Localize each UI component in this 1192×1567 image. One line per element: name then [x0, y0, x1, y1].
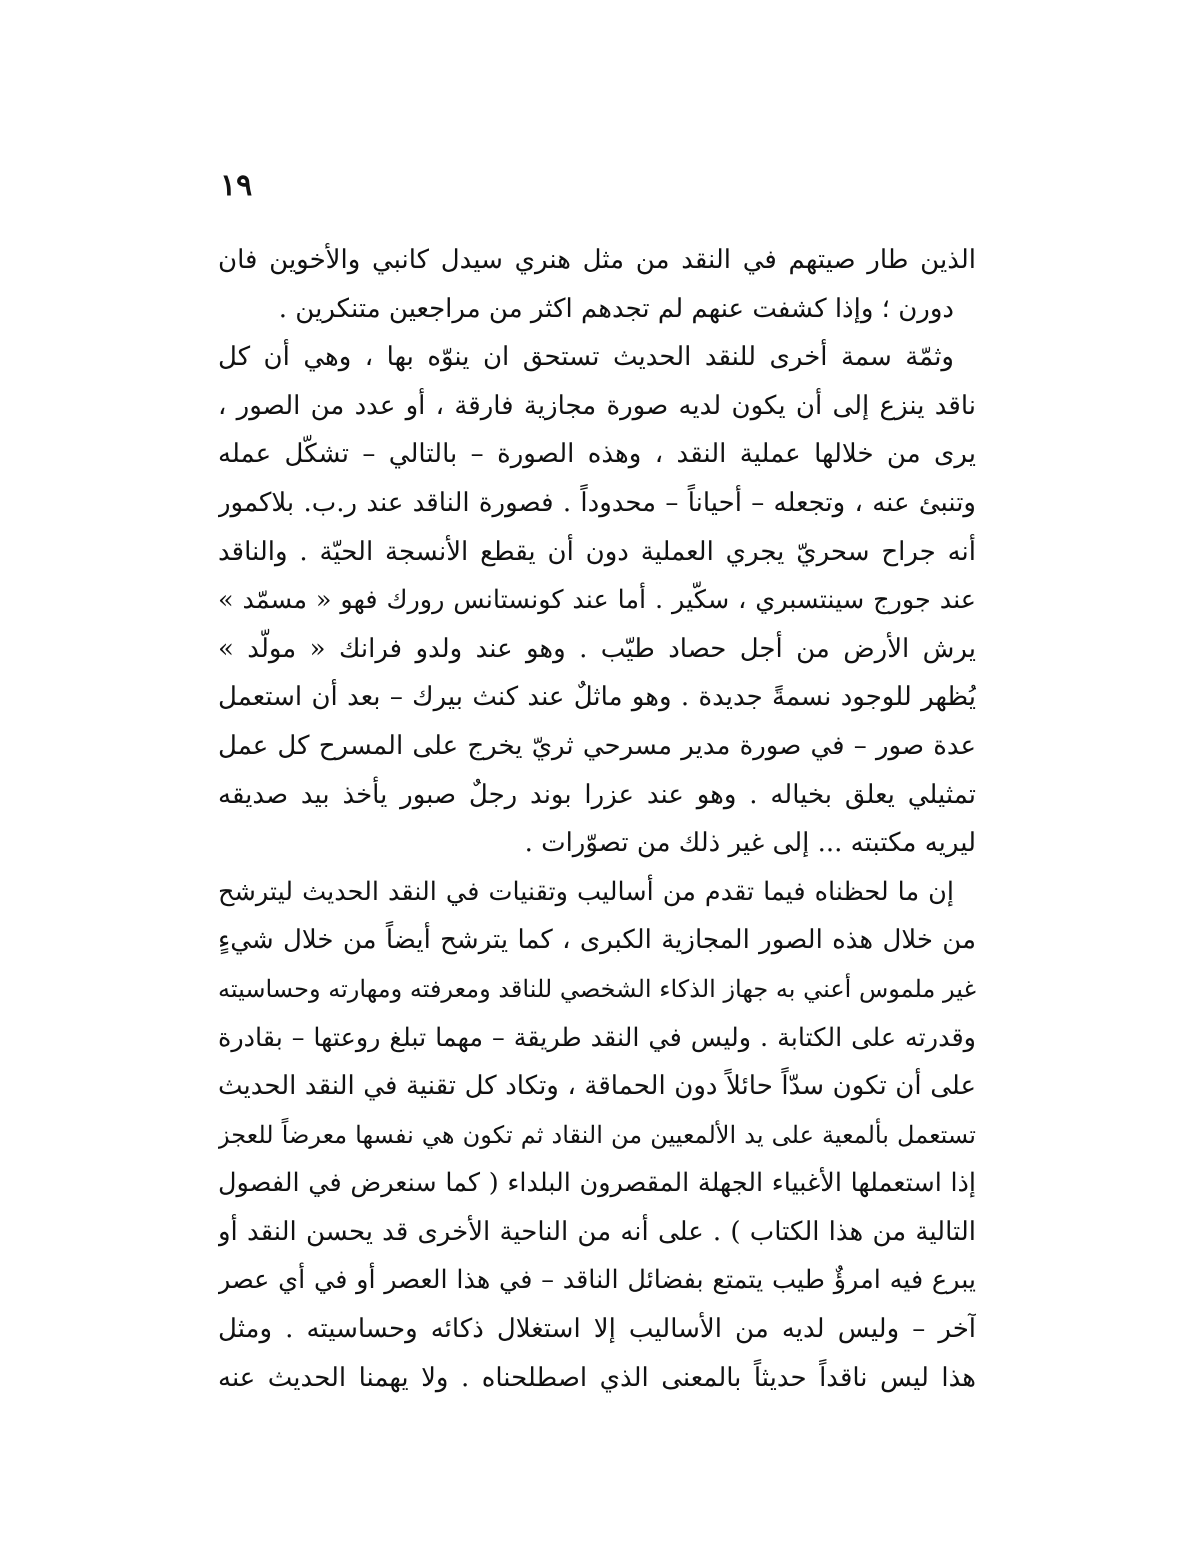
text-line: غير ملموس أعني به جهاز الذكاء الشخصي للناقد ومعرفته ومهارته وحساسيته: [218, 974, 976, 1003]
text-line: وقدرته على الكتابة . وليس في النقد طريقة – مهما تبلغ روعتها – بقادرة: [218, 1022, 976, 1053]
text-line: أنه جراح سحريّ يجري العملية دون أن يقطع الأنسجة الحيّة . والناقد: [218, 536, 976, 567]
page-number: ١٩: [220, 168, 253, 203]
text-line: عدة صور – في صورة مدير مسرحي ثريّ يخرج على المسرح كل عمل: [218, 730, 976, 761]
text-line: التالية من هذا الكتاب ) . على أنه من الناحية الأخرى قد يحسن النقد أو: [218, 1216, 976, 1247]
text-line: إن ما لحظناه فيما تقدم من أساليب وتقنيات في النقد الحديث ليترشح: [218, 876, 954, 907]
text-line: إذا استعملها الأغبياء الجهلة المقصرون البلداء ( كما سنعرض في الفصول: [218, 1168, 976, 1199]
text-line: تمثيلي يعلق بخياله . وهو عند عزرا بوند رجلٌ صبور يأخذ بيد صديقه: [218, 779, 976, 810]
text-line: وثمّة سمة أخرى للنقد الحديث تستحق ان ينوّه بها ، وهي أن كل: [218, 342, 954, 373]
text-line: يُظهر للوجود نسمةً جديدة . وهو ماثلٌ عند كنث بيرك – بعد أن استعمل: [218, 682, 976, 713]
text-line: دورن ؛ وإذا كشفت عنهم لم تجدهم اكثر من مراجعين متنكرين .: [278, 293, 954, 324]
body-text: [218, 236, 976, 1402]
text-line: ناقد ينزع إلى أن يكون لديه صورة مجازية فارقة ، أو عدد من الصور ،: [218, 390, 976, 421]
text-line: من خلال هذه الصور المجازية الكبرى ، كما يترشح أيضاً من خلال شيءٍ: [218, 925, 976, 956]
text-line: الذين طار صيتهم في النقد من مثل هنري سيدل كانبي والأخوين فان: [218, 245, 976, 275]
text-line: هذا ليس ناقداً حديثاً بالمعنى الذي اصطلحناه . ولا يهمنا الحديث عنه: [218, 1362, 976, 1393]
text-line: يبرع فيه امرؤٌ طيب يتمتع بفضائل الناقد – في هذا العصر أو في أي عصر: [218, 1265, 976, 1296]
text-line: يرى من خلالها عملية النقد ، وهذه الصورة – بالتالي – تشكّل عمله: [218, 439, 976, 470]
text-line: يرش الأرض من أجل حصاد طيّب . وهو عند ولدو فرانك « مولّد »: [218, 633, 976, 664]
text-line: عند جورج سينتسبري ، سكّير . أما عند كونستانس رورك فهو « مسمّد »: [218, 585, 976, 616]
text-line: على أن تكون سدّاً حائلاً دون الحماقة ، وتكاد كل تقنية في النقد الحديث: [218, 1071, 976, 1102]
text-line: وتنبئ عنه ، وتجعله – أحياناً – محدوداً . فصورة الناقد عند ر.ب. بلاكمور: [218, 487, 976, 518]
text-line: آخر – وليس لديه من الأساليب إلا استغلال ذكائه وحساسيته . ومثل: [218, 1314, 976, 1345]
text-line: ليريه مكتبته ... إلى غير ذلك من تصوّرات .: [524, 828, 976, 859]
text-line: تستعمل بألمعية على يد الألمعيين من النقاد ثم تكون هي نفسها معرضاً للعجز: [218, 1120, 976, 1149]
